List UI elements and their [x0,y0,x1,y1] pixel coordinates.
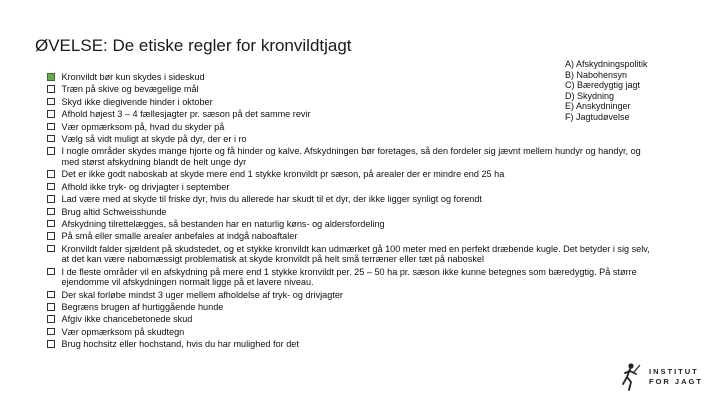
rule-item [47,169,657,180]
rule-text: Brug hochsitz eller hochstand, hvis du har mulighed for det [61,339,299,350]
rule-text: Begræns brugen af hurtiggående hunde [61,302,224,313]
rule-text: Der skal forløbe mindst 3 uger mellem afholdelse af tryk- og drivjagter [61,289,343,300]
rule-text: Vælg så vidt muligt at skyde på dyr, der er i ro [61,133,247,144]
rule-checkbox[interactable] [47,245,55,253]
rule-text: Afskydning tilrettelægges, så bestanden har en naturlig køns- og aldersfordeling [61,218,385,229]
rule-text: Skyd ikke diegivende hinder i oktober [61,96,213,107]
legend-item: A) Afskydningspolitik [565,59,648,69]
rule-item [47,84,657,95]
legend-item: B) Nabohensyn [565,69,628,80]
legend-item: C) Bæredygtig jagt [565,80,641,91]
rule-text: Kronvildt bør kun skydes i sideskud [61,72,205,82]
rule-item [47,339,657,350]
rule-checkbox[interactable] [47,170,55,178]
rule-item [47,302,657,313]
rule-item [47,97,657,108]
rule-checkbox[interactable] [47,268,55,276]
rule-item [47,194,657,205]
rule-checkbox[interactable] [47,220,55,228]
institute-logo [617,362,703,392]
rule-text: På små eller smalle arealer anbefales at indgå naboaftaler [61,231,298,242]
rule-text: Brug altid Schweisshunde [61,206,167,217]
rule-checkbox[interactable] [47,123,55,131]
rule-item [47,109,657,120]
rule-text: Vær opmærksom på, hvad du skyder på [61,121,225,132]
rule-checkbox[interactable] [47,303,55,311]
rule-text: Kronvildt falder sjældent på skudstedet, og et stykke kronvildt kan udmærket gå 100 meter med en perfekt dræbende kugle. Det betyder i sig selv, at det kan være nabomæssigt problematisk at skyde kronvildt på helt små terræner eller tæt på naboskel [61,243,650,265]
rule-item [47,134,657,145]
rule-checkbox[interactable] [47,315,55,323]
legend-item: D) Skydning [565,90,615,101]
rule-item [47,69,657,83]
rule-checkbox[interactable] [47,208,55,216]
rule-item [47,244,657,265]
rule-checkbox[interactable] [47,340,55,348]
rule-item [47,231,657,242]
rule-checkbox[interactable] [47,232,55,240]
rule-checkbox[interactable] [47,328,55,336]
rule-text: Lad være med at skyde til friske dyr, hvis du allerede har skudt til et dyr, der ikke ligger synligt og forendt [61,194,482,205]
rule-checkbox[interactable] [47,85,55,93]
logo-line-1: INSTITUT [649,367,699,376]
rule-item [47,290,657,301]
legend-item: F) Jagtudøvelse [565,111,630,122]
rule-item [47,219,657,230]
logo-line-2: FOR JAGT [649,377,703,386]
rule-checkbox[interactable] [47,195,55,203]
hunter-figure-icon [617,362,641,392]
rule-text: Afgiv ikke chancebetonede skud [61,314,193,325]
rule-item [47,182,657,193]
rule-item [47,314,657,325]
rule-item [47,122,657,133]
rule-item [47,267,657,288]
rule-checkbox[interactable] [47,183,55,191]
rule-checkbox[interactable] [47,98,55,106]
rule-text: Det er ikke godt naboskab at skyde mere end 1 stykke kronvildt pr sæson, på arealer der er mindre end 25 ha [61,169,505,180]
rule-checkbox[interactable] [47,110,55,118]
rule-item [47,327,657,338]
rule-text: Afhold højest 3 – 4 fællesjagter pr. sæson på det samme revir [61,109,311,120]
rule-text: Træn på skive og bevægelige mål [61,84,199,95]
rule-checkbox[interactable] [47,73,55,81]
rule-text: I de fleste områder vil en afskydning på mere end 1 stykke kronvildt per. 25 – 50 ha pr. sæson ikke kunne betegnes som bæredygtig. På større ejendomme vil afskydningen normalt ligge på et lavere niveau. [61,266,637,288]
rule-text: Vær opmærksom på skudtegn [61,326,185,337]
rule-checkbox[interactable] [47,135,55,143]
rule-text: Afhold ikke tryk- og drivjagter i september [61,181,230,192]
rule-item [47,146,657,167]
rule-text: I nogle områder skydes mange hjorte og få hinder og kalve. Afskydningen bør foretages, så den fordeler sig jævnt mellem hundyr og handyr, og med størst afskydning blandt de helt unge dyr [61,146,641,167]
rule-item [47,207,657,218]
rule-checkbox[interactable] [47,291,55,299]
slide-title: ØVELSE: De etiske regler for kronvildtjagt [35,36,352,55]
legend-item: E) Anskydninger [565,101,631,112]
rules-checklist [47,69,657,352]
rule-checkbox[interactable] [47,147,55,155]
